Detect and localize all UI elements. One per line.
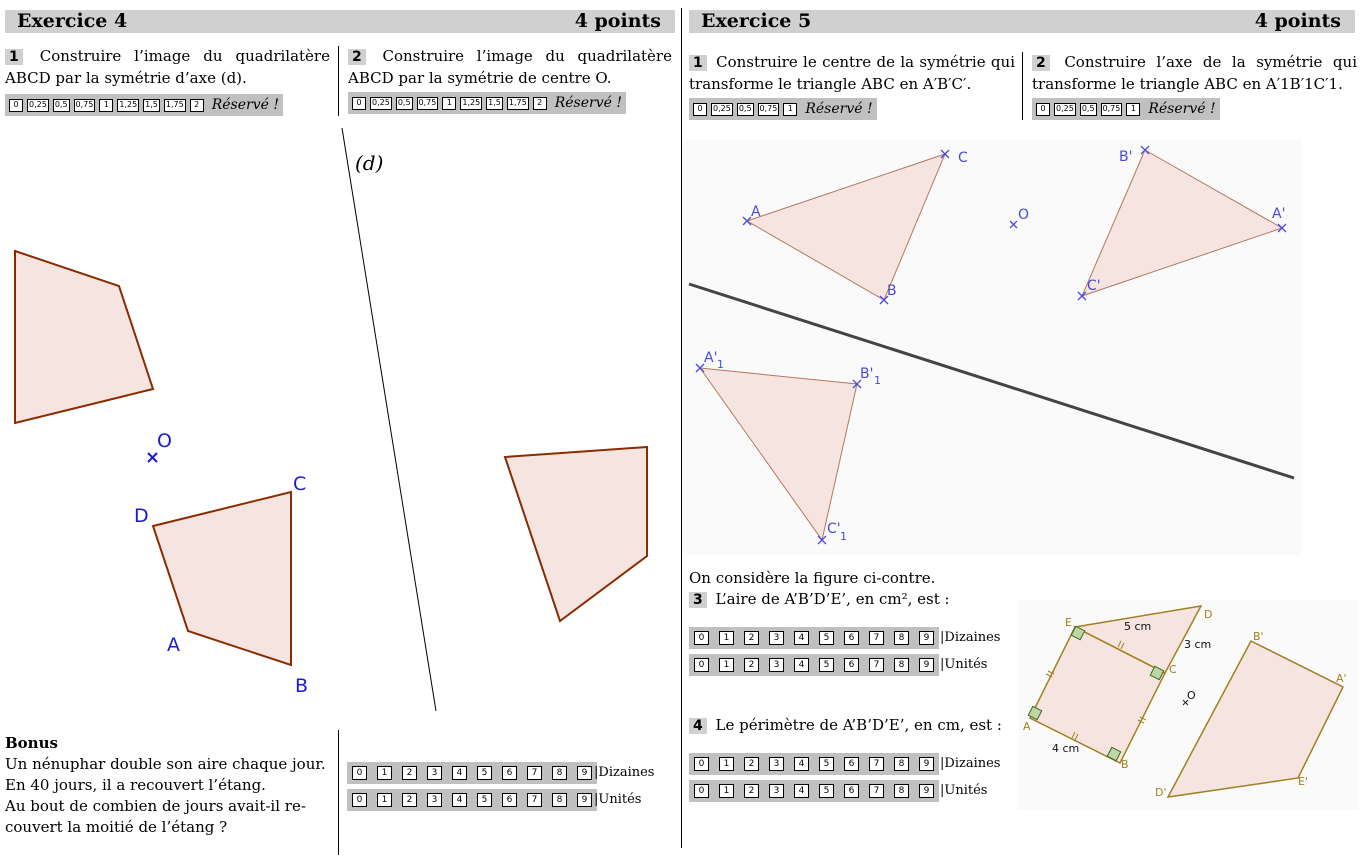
label-a1: A' (704, 350, 718, 366)
score-box[interactable]: 1 (1126, 103, 1140, 116)
ex4-axis-label: (d) (355, 151, 384, 175)
digit-box[interactable]: 7 (527, 766, 542, 780)
ex4-axis-d (342, 128, 436, 711)
bonus-divider (338, 730, 339, 855)
digit-box[interactable]: 0 (352, 793, 367, 807)
q4-unites-row (689, 780, 939, 802)
score-box[interactable]: 2 (190, 99, 204, 112)
ex5-q2-score (1032, 98, 1220, 120)
reserve-label: Réservé ! (805, 101, 873, 117)
score-box[interactable]: 1 (783, 103, 797, 116)
digit-box[interactable]: 1 (719, 784, 734, 798)
digit-box[interactable]: 5 (819, 631, 834, 645)
fig-label-a-prime: A' (1336, 672, 1347, 685)
fig-label-b-prime: B' (1253, 630, 1264, 643)
ex5-q3 (689, 589, 950, 611)
score-box[interactable]: 0,5 (737, 103, 754, 116)
score-box[interactable]: 2 (533, 97, 547, 110)
digit-box[interactable]: 0 (352, 766, 367, 780)
digit-box[interactable]: 8 (894, 757, 909, 771)
score-box[interactable]: 0,25 (711, 103, 733, 116)
score-box[interactable]: 1,25 (460, 97, 482, 110)
q3-unites-row (689, 654, 939, 676)
digit-box[interactable]: 1 (377, 766, 392, 780)
digit-box[interactable]: 2 (402, 793, 417, 807)
reserve-label: Réservé ! (554, 95, 622, 111)
digit-box[interactable]: 2 (402, 766, 417, 780)
ex4-label-o: O (157, 430, 172, 452)
bonus-line: En 40 jours, il a recouvert l’étang. (5, 776, 266, 794)
digit-box[interactable]: 0 (694, 784, 709, 798)
ex4-shape-right (505, 447, 647, 621)
score-box[interactable]: 0,75 (417, 97, 439, 110)
digit-box[interactable]: 2 (744, 784, 759, 798)
score-box[interactable]: 0,25 (27, 99, 49, 112)
fig-label-b: B (1121, 758, 1129, 771)
digit-box[interactable]: 4 (452, 766, 467, 780)
digit-box[interactable]: 7 (869, 784, 884, 798)
fig-label-a: A (1023, 720, 1031, 733)
digit-box[interactable]: 9 (577, 793, 592, 807)
score-box[interactable]: 0 (693, 103, 707, 116)
score-box[interactable]: 0,5 (53, 99, 70, 112)
digit-box[interactable]: 3 (427, 793, 442, 807)
score-box[interactable]: 0 (9, 99, 23, 112)
digit-box[interactable]: 7 (527, 793, 542, 807)
fig-label-e-prime: E' (1298, 775, 1308, 788)
ex5-q4-text: Le périmètre de A’B’D’E’, en cm, est : (715, 716, 1002, 734)
bonus-title: Bonus (5, 734, 58, 752)
bonus-dizaines-row (347, 762, 597, 784)
fig-length-3cm: 3 cm (1184, 638, 1212, 651)
digit-box[interactable]: 9 (577, 766, 592, 780)
fig-label-o: O (1187, 689, 1196, 702)
ex4-shape-left (15, 251, 153, 423)
digit-box[interactable]: 5 (819, 757, 834, 771)
digit-box[interactable]: 8 (894, 784, 909, 798)
ex4-label-c: C (293, 473, 307, 495)
score-box[interactable]: 0,75 (74, 99, 96, 112)
score-box[interactable]: 0 (1036, 103, 1050, 116)
digit-box[interactable]: 1 (719, 757, 734, 771)
q4-dizaines-label: |Dizaines (940, 756, 1001, 771)
digit-box[interactable]: 4 (452, 793, 467, 807)
label-a-prime: A' (1272, 206, 1286, 222)
digit-box[interactable]: 6 (844, 658, 859, 672)
digit-box[interactable]: 3 (427, 766, 442, 780)
ex4-q2-number: 2 (348, 49, 366, 65)
ex4-q1-text: Construire l’image du quadrilatère ABCD par la symétrie d’axe (d). (5, 47, 330, 87)
ex5-q3-text: L’aire de A’B’D’E’, en cm², est : (715, 590, 950, 608)
digit-box[interactable]: 1 (719, 658, 734, 672)
digit-box[interactable]: 3 (769, 784, 784, 798)
ex5-points: 4 points (1254, 10, 1341, 32)
digit-box[interactable]: 0 (694, 631, 709, 645)
fig-length-5cm: 5 cm (1124, 620, 1152, 633)
ex5-q1-text: Construire le centre de la symétrie qui transforme le triangle ABC en A′B′C′. (689, 53, 1015, 93)
digit-box[interactable]: 8 (894, 658, 909, 672)
ex5-q1 (689, 52, 1015, 95)
digit-box[interactable]: 6 (502, 793, 517, 807)
score-box[interactable]: 1,5 (486, 97, 503, 110)
digit-box[interactable]: 5 (477, 793, 492, 807)
score-box[interactable]: 1,75 (507, 97, 529, 110)
label-c: C (958, 150, 968, 166)
digit-box[interactable]: 0 (694, 658, 709, 672)
score-box[interactable]: 1 (442, 97, 456, 110)
fig-label-d: D (1204, 608, 1213, 621)
q4-dizaines-row (689, 753, 939, 775)
digit-box[interactable]: 8 (894, 631, 909, 645)
digit-box[interactable]: 6 (844, 784, 859, 798)
fig-label-d-prime: D' (1155, 786, 1167, 799)
digit-box[interactable]: 7 (869, 658, 884, 672)
ex4-q2-text: Construire l’image du quadrilatère ABCD par la symétrie de centre O. (348, 47, 672, 87)
label-b-prime: B' (1119, 149, 1133, 165)
label-b1: B' (860, 366, 874, 382)
digit-box[interactable]: 6 (502, 766, 517, 780)
q3-dizaines-label: |Dizaines (940, 630, 1001, 645)
digit-box[interactable]: 2 (744, 757, 759, 771)
score-box[interactable]: 0,25 (1054, 103, 1076, 116)
digit-box[interactable]: 8 (552, 766, 567, 780)
score-box[interactable]: 0 (352, 97, 366, 110)
digit-box[interactable]: 9 (919, 631, 934, 645)
digit-box[interactable]: 9 (919, 757, 934, 771)
ex5-q4 (689, 715, 1002, 737)
ex4-title: Exercice 4 (17, 10, 128, 32)
digit-box[interactable]: 8 (552, 793, 567, 807)
score-box[interactable]: 0,75 (1101, 103, 1123, 116)
ex5-header (689, 10, 1355, 33)
digit-box[interactable]: 2 (744, 658, 759, 672)
score-box[interactable]: 1 (99, 99, 113, 112)
ex5-intro: On considère la figure ci-contre. (689, 569, 936, 587)
digit-box[interactable]: 5 (819, 784, 834, 798)
digit-box[interactable]: 4 (794, 658, 809, 672)
score-box[interactable]: 1,25 (117, 99, 139, 112)
bonus-unites-label: |Unités (594, 792, 642, 807)
bonus-dizaines-label: |Dizaines (594, 765, 655, 780)
score-box[interactable]: 0,75 (758, 103, 780, 116)
label-c1: C' (827, 521, 841, 537)
ex5-q2-text: Construire l’axe de la symétrie qui transforme le triangle ABC en A′1B′1C′1. (1032, 53, 1357, 93)
bonus (5, 733, 335, 838)
digit-box[interactable]: 5 (477, 766, 492, 780)
digit-box[interactable]: 2 (744, 631, 759, 645)
label-c1-sub: 1 (840, 530, 847, 543)
score-box[interactable]: 1,5 (143, 99, 160, 112)
score-box[interactable]: 0,5 (396, 97, 413, 110)
label-b: B (887, 283, 897, 299)
ex5-q4-number: 4 (689, 718, 707, 734)
ex5-figure (682, 135, 1365, 555)
ex4-point-o (148, 453, 157, 462)
ex4-figure (0, 0, 680, 720)
q3-dizaines-row (689, 627, 939, 649)
digit-box[interactable]: 5 (819, 658, 834, 672)
ex4-label-b: B (295, 675, 309, 697)
fig-label-c: C (1169, 663, 1177, 676)
digit-box[interactable]: 4 (794, 757, 809, 771)
label-a1-sub: 1 (717, 358, 724, 371)
label-a: A (751, 204, 761, 220)
digit-box[interactable]: 4 (794, 631, 809, 645)
ex5-q-divider (1022, 52, 1023, 120)
reserve-label: Réservé ! (211, 97, 279, 113)
ex5-title: Exercice 5 (701, 10, 812, 32)
q4-unites-label: |Unités (940, 783, 988, 798)
digit-box[interactable]: 7 (869, 631, 884, 645)
ex4-points: 4 points (574, 10, 661, 32)
digit-box[interactable]: 1 (377, 793, 392, 807)
score-box[interactable]: 0,25 (370, 97, 392, 110)
digit-box[interactable]: 7 (869, 757, 884, 771)
digit-box[interactable]: 9 (919, 784, 934, 798)
digit-box[interactable]: 3 (769, 757, 784, 771)
digit-box[interactable]: 0 (694, 757, 709, 771)
ex5-q2-number: 2 (1032, 55, 1050, 71)
digit-box[interactable]: 9 (919, 658, 934, 672)
bonus-line: Un nénuphar double son aire chaque jour. (5, 755, 326, 773)
label-c-prime: C' (1087, 278, 1101, 294)
score-box[interactable]: 0,5 (1080, 103, 1097, 116)
ex5-q3-number: 3 (689, 592, 707, 608)
ex5-q1-score (689, 98, 877, 120)
digit-box[interactable]: 3 (769, 658, 784, 672)
ex4-label-a: A (167, 634, 180, 656)
ex5-q2 (1032, 52, 1357, 95)
bonus-line: couvert la moitié de l’étang ? (5, 818, 228, 836)
digit-box[interactable]: 4 (794, 784, 809, 798)
digit-box[interactable]: 6 (844, 757, 859, 771)
ex5-q1-number: 1 (689, 55, 707, 71)
ex4-q1-number: 1 (5, 49, 23, 65)
q3-unites-label: |Unités (940, 657, 988, 672)
digit-box[interactable]: 6 (844, 631, 859, 645)
bonus-line: Au bout de combien de jours avait-il re- (5, 797, 306, 815)
bonus-unites-row (347, 789, 597, 811)
digit-box[interactable]: 3 (769, 631, 784, 645)
label-b1-sub: 1 (874, 374, 881, 387)
label-o: O (1018, 207, 1030, 223)
ex4-label-d: D (134, 505, 149, 527)
fig-label-e: E (1065, 616, 1072, 629)
ex5-small-figure (1018, 600, 1358, 810)
score-box[interactable]: 1,75 (164, 99, 186, 112)
digit-box[interactable]: 1 (719, 631, 734, 645)
fig-length-4cm: 4 cm (1052, 742, 1080, 755)
reserve-label: Réservé ! (1148, 101, 1216, 117)
